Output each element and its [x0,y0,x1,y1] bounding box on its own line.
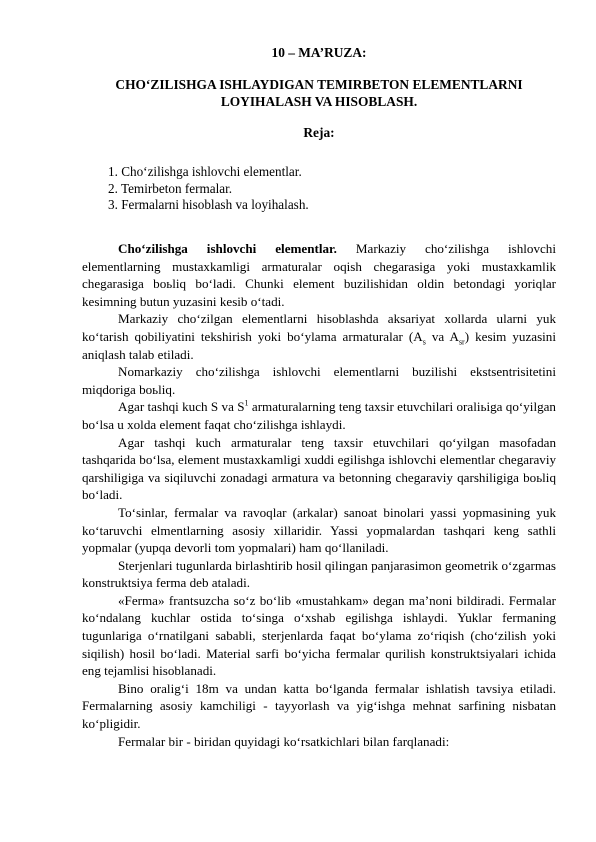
superscript: 1 [244,398,249,408]
lecture-number: 10 – MA’RUZA: [271,45,367,60]
paragraph-text: Agar tashqi kuch S va S [118,399,245,415]
lecture-title-line-2: LOYIHALASH VA HISOBLASH. [220,94,418,109]
paragraph: Fermalar bir - biridan quyidagi ko‘rsatkichlari bilan farqlanadi: [118,733,450,749]
paragraph-text: Markaziy cho‘zilishga ishlovchi elementlarning mustaxkamligi armaturalar oqish chegarasiga yoki mustaxkamlik chegarasiga boьliq bo‘ladi. Chunki element buzilishidan oldin betondagi yoriqlar kesimning butun yuzasini kesib o‘tadi. [82,241,556,309]
paragraph [82,240,556,310]
plan-item: 1. Cho‘zilishga ishlovchi elementlar. [108,164,302,179]
lecture-title-line-1: CHO‘ZILISHGA ISHLAYDIGAN TEMIRBETON ELEMENTLARNI [115,77,523,92]
paragraph: Sterjenlari tugunlarda birlashtirib hosil qilingan panjarasimon geometrik o‘zgarmas konstruktsiya ferma deb ataladi. [82,557,556,591]
plan-item: 3. Fermalarni hisoblash va loyihalash. [108,197,309,212]
subscript: s [422,337,426,347]
paragraph: Nomarkaziy cho‘zilishga ishlovchi elementlarni buzilishi ekstsentrisitetini miqdoriga boьliq. [82,364,556,397]
section-heading: Cho‘zilishga ishlovchi elementlar. [118,241,337,256]
paragraph-text: ) kesim yuzasini aniqlash talab etiladi. [82,328,556,362]
paragraph-text: armaturalarning teng taxsir etuvchilari oraliьiga qo‘yilgan bo‘lsa u xolda element faqat cho‘zilishga ishlaydi. [82,399,556,432]
plan-list [82,164,556,214]
paragraph-text: va A [425,328,459,344]
paragraph [82,398,556,433]
paragraph-text: Markaziy cho‘zilgan elementlarni hisoblashda aksariyat xollarda ularni yuk ko‘tarish qobiliyatini tekshirish yoki bo‘ylama armaturalar (A [82,311,556,344]
plan-heading: Reja: [303,125,335,140]
paragraph: To‘sinlar, fermalar va ravoqlar (arkalar) sanoat binolari yassi yopmasining yuk ko‘taruvchi elmentlarning asosiy xillaridir. Yassi yopmalardan tashqari keng sathli yopmalar (yupqa devorli tom yopmalari) ham qo‘llaniladi. [82,504,556,556]
paragraph: Agar tashqi kuch armaturalar teng taxsir etuvchilari qo‘yilgan masofadan tashqarida bo‘lsa, element mustaxkamligi xuddi egilishga ishlovchi elementlar chegaraviy qarshiligiga va siqiluvchi zonadagi armatura va betonning chegaraviy qarshiligiga boьliq bo‘ladi. [82,434,556,503]
body-text [82,240,556,750]
paragraph: «Ferma» frantsuzcha so‘z bo‘lib «mustahkam» degan ma’noni bildiradi. Fermalar ko‘ndalang kuchlar ostida to‘singa o‘xshab egilishga ishlaydi. Yuklar fermaning tugunlariga o‘rnatilgani sababli, sterjenlarda faqat bo‘ylama zo‘riqish (cho‘zilish yoki siqilish) hosil bo‘ladi. Material sarfi bo‘yicha fermalar qurilish konstruktsiyalari ichida eng tejamlisi hisoblanadi. [82,592,556,679]
plan-item: 2. Temirbeton fermalar. [108,180,233,196]
paragraph [82,310,556,363]
subscript: sr [458,337,465,347]
paragraph: Bino oralig‘i 18m va undan katta bo‘lganda fermalar ishlatish tavsiya etiladi. Fermalarning asosiy kamchiligi - tayyorlash va yig‘ishga mehnat sarfining nisbatan ko‘pligidir. [82,680,556,732]
